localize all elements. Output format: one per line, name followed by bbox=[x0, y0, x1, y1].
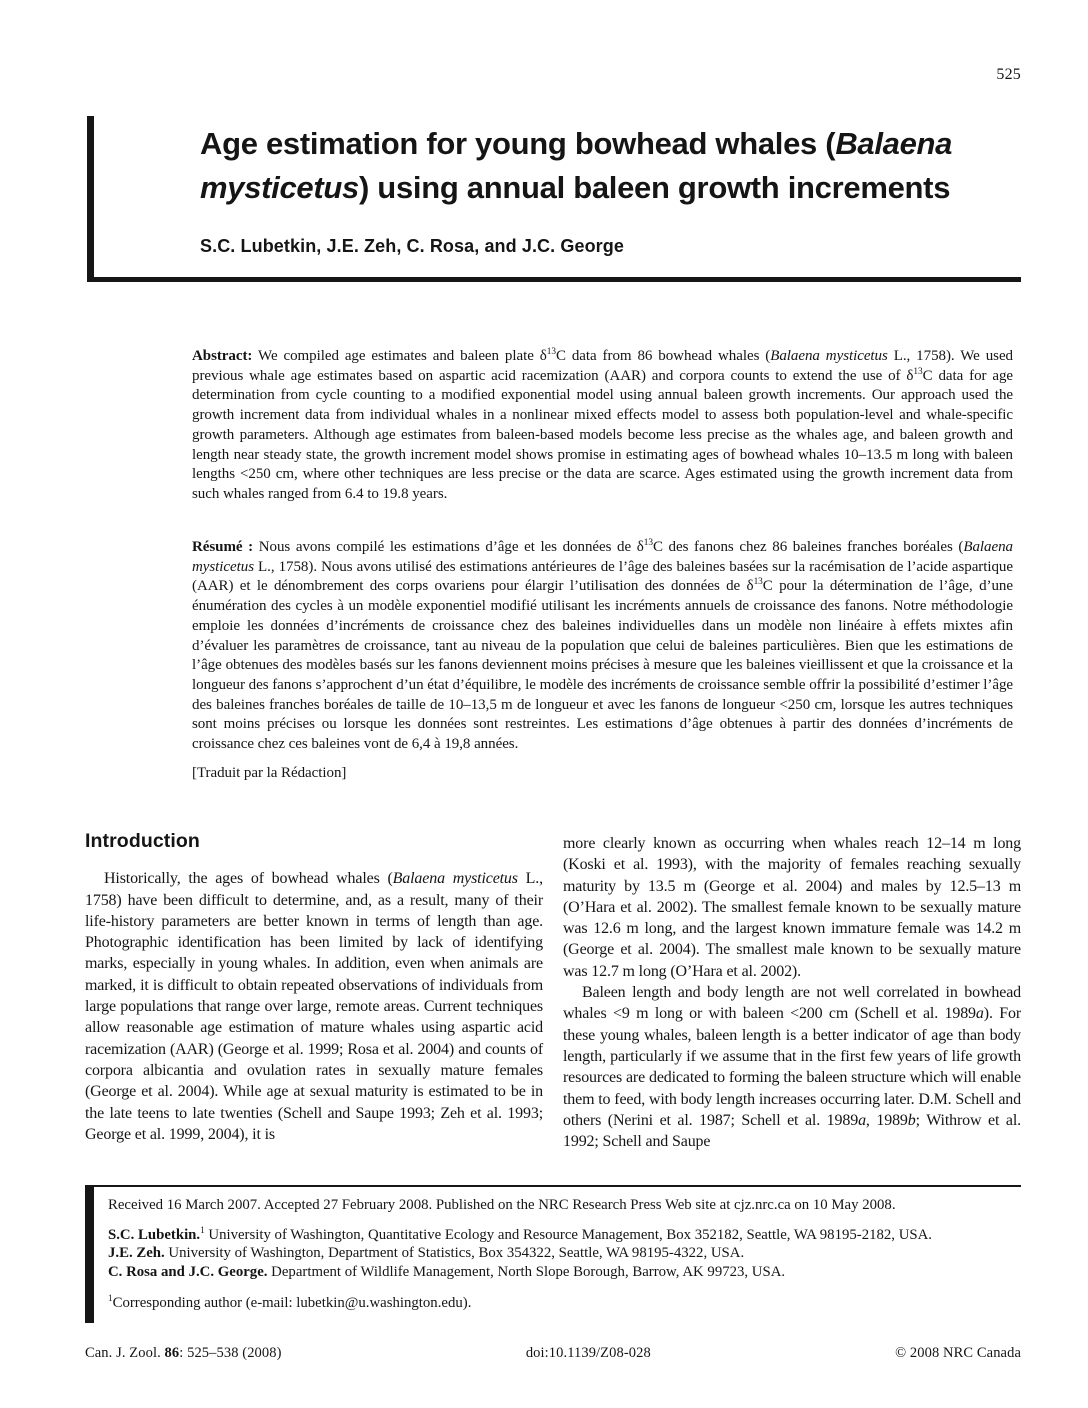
journal-footer bbox=[85, 1345, 1021, 1362]
traduit-note: [Traduit par la Rédaction] bbox=[192, 764, 347, 781]
intro-columns bbox=[85, 831, 1021, 1152]
footnote-left-bar bbox=[85, 1187, 94, 1323]
affiliation-lubetkin: S.C. Lubetkin.$^1$ University of Washington, Quantitative Ecology and Resource Management, Box 352182, Seattle, WA 98195-2182, USA. bbox=[108, 1224, 932, 1243]
authors-line: S.C. Lubetkin, J.E. Zeh, C. Rosa, and J.C. George bbox=[200, 236, 624, 256]
journal-citation: Can. J. Zool. 86: 525–538 (2008) bbox=[85, 1345, 282, 1361]
resume-paragraph: Résumé : Nous avons compilé les estimations d’âge et les données de $\delta^{13}C$ des fanons chez 86 baleines franches boréales (Balaena mysticetus L., 1758). Nous avons utilisé des estimations antérieures de l’âge des baleines basées sur la racémisation de l’acide aspartique (AAR) et le dénombrement des corps ovariens pour élargir l’utilisation des données de $\delta^{13}C$ pour la détermination de l’âge, d’une énumération des cycles à un modèle exponentiel modifié utilisant les incréments annuels de croissance des fanons. Notre méthodologie emploie les données d’incréments de croissance chez des baleines individuelles dans un modèle non linéaire à effets mixtes afin d’évaluer les paramètres de croissance, tant au niveau de la population que celui de baleines particulières. Bien que les estimations de l’âge obtenues des modèles basés sur les fanons deviennent moins précises à mesure que les baleines vieillissent et que la croissance et la longueur des fanons s’approchent d’un état d’équilibre, le modèle des incréments de croissance semble offrir la possibilité d’estimer l’âge des baleines franches boréales de taille de 10–13,5 m de longueur et avec les fanons de longueur <250 cm, lorsque les autres techniques sont moins précises ou lorsque les données sont restreintes. Les estimations d’âge obtenues à partir des données d’incréments de croissance chez ces baleines vont de 6,4 à 19,8 années. bbox=[192, 538, 1013, 753]
doi-text: doi:10.1139/Z08-028 bbox=[525, 1345, 651, 1361]
affiliation-zeh: J.E. Zeh. University of Washington, Department of Statistics, Box 354322, Seattle, WA 98195-4322, USA. bbox=[108, 1245, 745, 1262]
affiliation-rosa-george: C. Rosa and J.C. George. Department of Wildlife Management, North Slope Borough, Barrow, AK 99723, USA. bbox=[108, 1263, 786, 1280]
intro-paragraph-1: Historically, the ages of bowhead whales (Balaena mysticetus L., 1758) have been difficult to determine, and, as a result, many of their life-history parameters are better known in terms of length than age. Photographic identification has been limited by lack of identifying marks, especially in young whales. In addition, even when animals are marked, it is difficult to obtain repeated observations of individuals from large populations that range over large, remote areas. Current techniques allow reasonable age estimation of mature whales using aspartic acid racemization (AAR) (George et al. 1999; Rosa et al. 2004) and counts of corpora albicantia and ovulation rates in sexually mature females (George et al. 2004). While age at sexual maturity is estimated to be in the late teens to late twenties (Schell and Saupe 1993; Zeh et al. 1993; George et al. 1999, 2004), it is bbox=[85, 870, 543, 1143]
affiliations bbox=[108, 1226, 963, 1282]
page-number: 525 bbox=[996, 66, 1021, 83]
introduction-heading: Introduction bbox=[85, 831, 200, 852]
intro-column-left bbox=[85, 831, 543, 1152]
title-block bbox=[87, 116, 1021, 282]
intro-column-right bbox=[563, 831, 1021, 1152]
received-line: Received 16 March 2007. Accepted 27 February 2008. Published on the NRC Research Press Web site at cjz.nrc.ca on 10 May 2008. bbox=[108, 1197, 896, 1213]
article-title: Age estimation for young bowhead whales (Balaena mysticetus) using annual baleen growth increments bbox=[200, 126, 953, 205]
resume-block bbox=[192, 538, 1013, 783]
copyright-text: © 2008 NRC Canada bbox=[895, 1345, 1021, 1361]
footnote-content bbox=[85, 1187, 1021, 1313]
abstract-paragraph: Abstract: We compiled age estimates and baleen plate $\delta^{13}C$ data from 86 bowhead whales (Balaena mysticetus L., 1758). We used previous whale age estimates based on aspartic acid racemization (AAR) and corpora counts to extend the use of $\delta^{13}C$ data for age determination from cycle counting to a modified exponential model using annual baleen growth increments. Our approach used the growth increment data from individual whales in a nonlinear mixed effects model to assess both population-level and whale-specific growth parameters. Although age estimates from baleen-based models become less precise as the whales age, and baleen growth and length near steady state, the growth increment model shows promise in estimating ages of bowhead whales 10–13.5 m long with baleen lengths <250 cm, where other techniques are less precise or the data are scarce. Ages estimated using the growth increment data from such whales ranged from 6.4 to 19.8 years. bbox=[192, 347, 1014, 502]
intro-paragraph-2: Baleen length and body length are not well correlated in bowhead whales <9 m long or with baleen <200 cm (Schell et al. 1989a). For these young whales, baleen length is a better indicator of age than body length, particularly if we assume that in the first few years of life growth resources are dedicated to forming the baleen structure which will enable them to feed, with body length increases occurring later. D.M. Schell and others (Nerini et al. 1987; Schell et al. 1989a, 1989b; Withrow et al. 1992; Schell and Saupe bbox=[563, 984, 1021, 1151]
footnote-block bbox=[85, 1185, 1021, 1313]
intro-paragraph-1-continued: more clearly known as occurring when whales reach 12–14 m long (Koski et al. 1993), with the majority of females reaching sexually maturity by 13.5 m (George et al. 2004) and males by 12.5–13 m (O’Hara et al. 2002). The smallest female known to be sexually mature was 12.6 m long, and the largest known immature female was 14.2 m (George et al. 2004). The smallest male known to be sexually mature was 12.7 m long (O’Hara et al. 2002). bbox=[563, 835, 1021, 980]
introduction-section bbox=[85, 831, 1021, 1183]
corresponding-author-note: $^1$Corresponding author (e-mail: lubetkin@u.washington.edu). bbox=[108, 1293, 472, 1312]
